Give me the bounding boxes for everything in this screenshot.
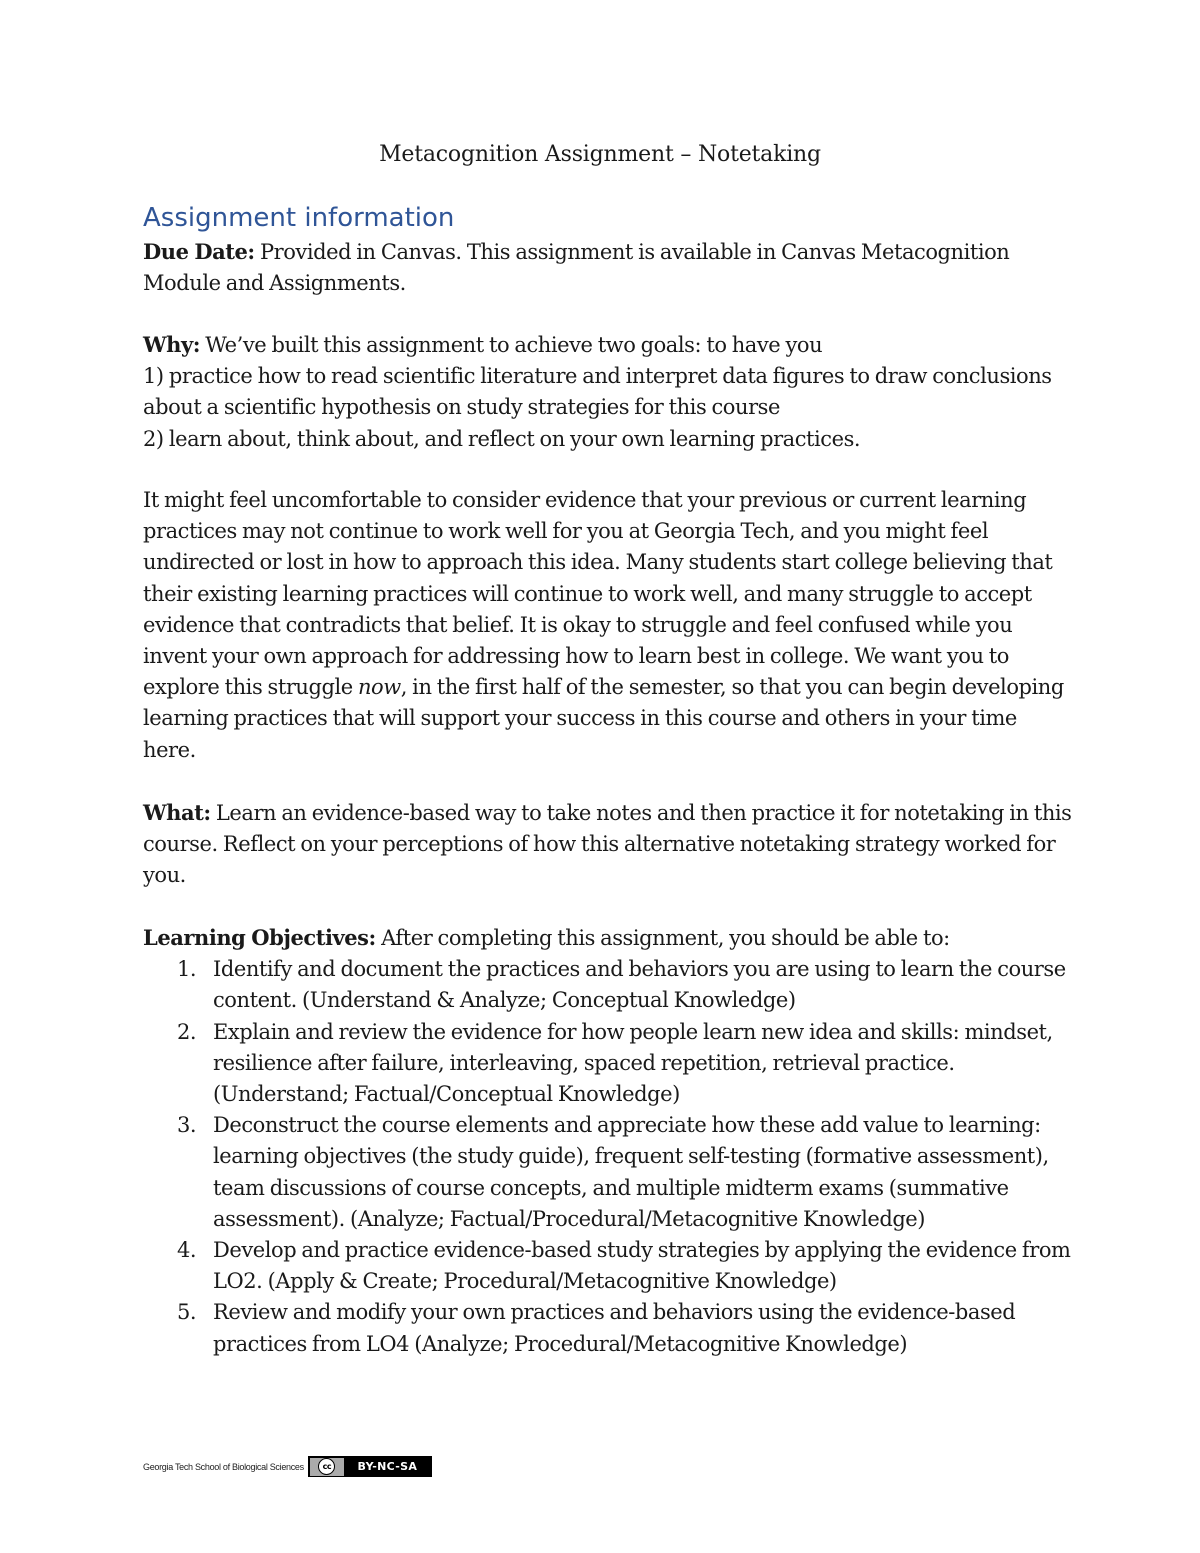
footer-institution: Georgia Tech School of Biological Sciences <box>143 1461 304 1472</box>
what-paragraph <box>143 797 1073 892</box>
what-label: What: <box>143 800 211 825</box>
why-goal-1: 1) practice how to read scientific literature and interpret data figures to draw conclusions about a scientific hypothesis on study strategies for this course <box>143 364 1052 420</box>
cc-mark: cc <box>318 1458 335 1475</box>
context-text-2: , in the first half of the semester, so that you can begin developing learning practices that will support your success in this course and others in your time here. <box>143 675 1064 762</box>
what-text: Learn an evidence-based way to take notes and then practice it for notetaking in this course. Reflect on your perceptions of how this alternative notetaking strategy worked for you. <box>143 801 1072 888</box>
due-date-text: Provided in Canvas. This assignment is available in Canvas Metacognition Module and Assignments. <box>143 240 1010 296</box>
learning-objectives-intro: After completing this assignment, you should be able to: <box>375 926 950 950</box>
license-label: BY-NC-SA <box>357 1460 418 1473</box>
creative-commons-icon <box>310 1458 344 1476</box>
why-paragraph <box>143 329 1073 455</box>
list-item: Develop and practice evidence-based study strategies by applying the evidence from LO2. (Apply & Create; Procedural/Metacognitive Knowledge) <box>213 1238 1071 1294</box>
section-heading: Assignment information <box>143 203 455 233</box>
due-date-label: Due Date: <box>143 239 255 264</box>
list-item: Deconstruct the course elements and appreciate how these add value to learning: learning objectives (the study guide), frequent self-testing (formative assessment), team discussions of course concepts, and multiple midterm exams (summative assessment). (Analyze; Factual/Procedural/Metacognitive Knowledge) <box>213 1113 1049 1231</box>
why-label: Why: <box>143 332 201 357</box>
why-intro: We’ve built this assignment to achieve two goals: to have you <box>200 333 823 357</box>
why-goal-2: 2) learn about, think about, and reflect on your own learning practices. <box>143 426 861 451</box>
learning-objectives-section <box>143 922 1073 1360</box>
context-paragraph <box>143 485 1073 766</box>
list-item: Review and modify your own practices and behaviors using the evidence-based practices from LO4 (Analyze; Procedural/Metacognitive Knowledge) <box>213 1300 1016 1356</box>
context-emphasis: now <box>357 675 401 700</box>
page-footer <box>143 1456 432 1477</box>
list-item: Identify and document the practices and behaviors you are using to learn the course content. (Understand & Analyze; Conceptual Knowledge) <box>213 957 1066 1013</box>
context-text-1: It might feel uncomfortable to consider evidence that your previous or current learning practices may not continue to work well for you at Georgia Tech, and you might feel undirected or lost in how to approach this idea. Many students start college believing that their existing learning practices will continue to work well, and many struggle to accept evidence that contradicts that belief. It is okay to struggle and feel confused while you invent your own approach for addressing how to learn best in college. We want you to explore this struggle <box>143 488 1053 700</box>
license-badge <box>308 1456 432 1477</box>
learning-objectives-label: Learning Objectives: <box>143 925 376 950</box>
list-item: Explain and review the evidence for how people learn new idea and skills: mindset, resilience after failure, interleaving, spaced repetition, retrieval practice. (Understand; Factual/Conceptual Knowledge) <box>213 1019 1053 1107</box>
due-date-paragraph <box>143 236 1073 299</box>
learning-objectives-list <box>143 954 1073 1360</box>
document-title: Metacognition Assignment – Notetaking <box>379 142 821 167</box>
